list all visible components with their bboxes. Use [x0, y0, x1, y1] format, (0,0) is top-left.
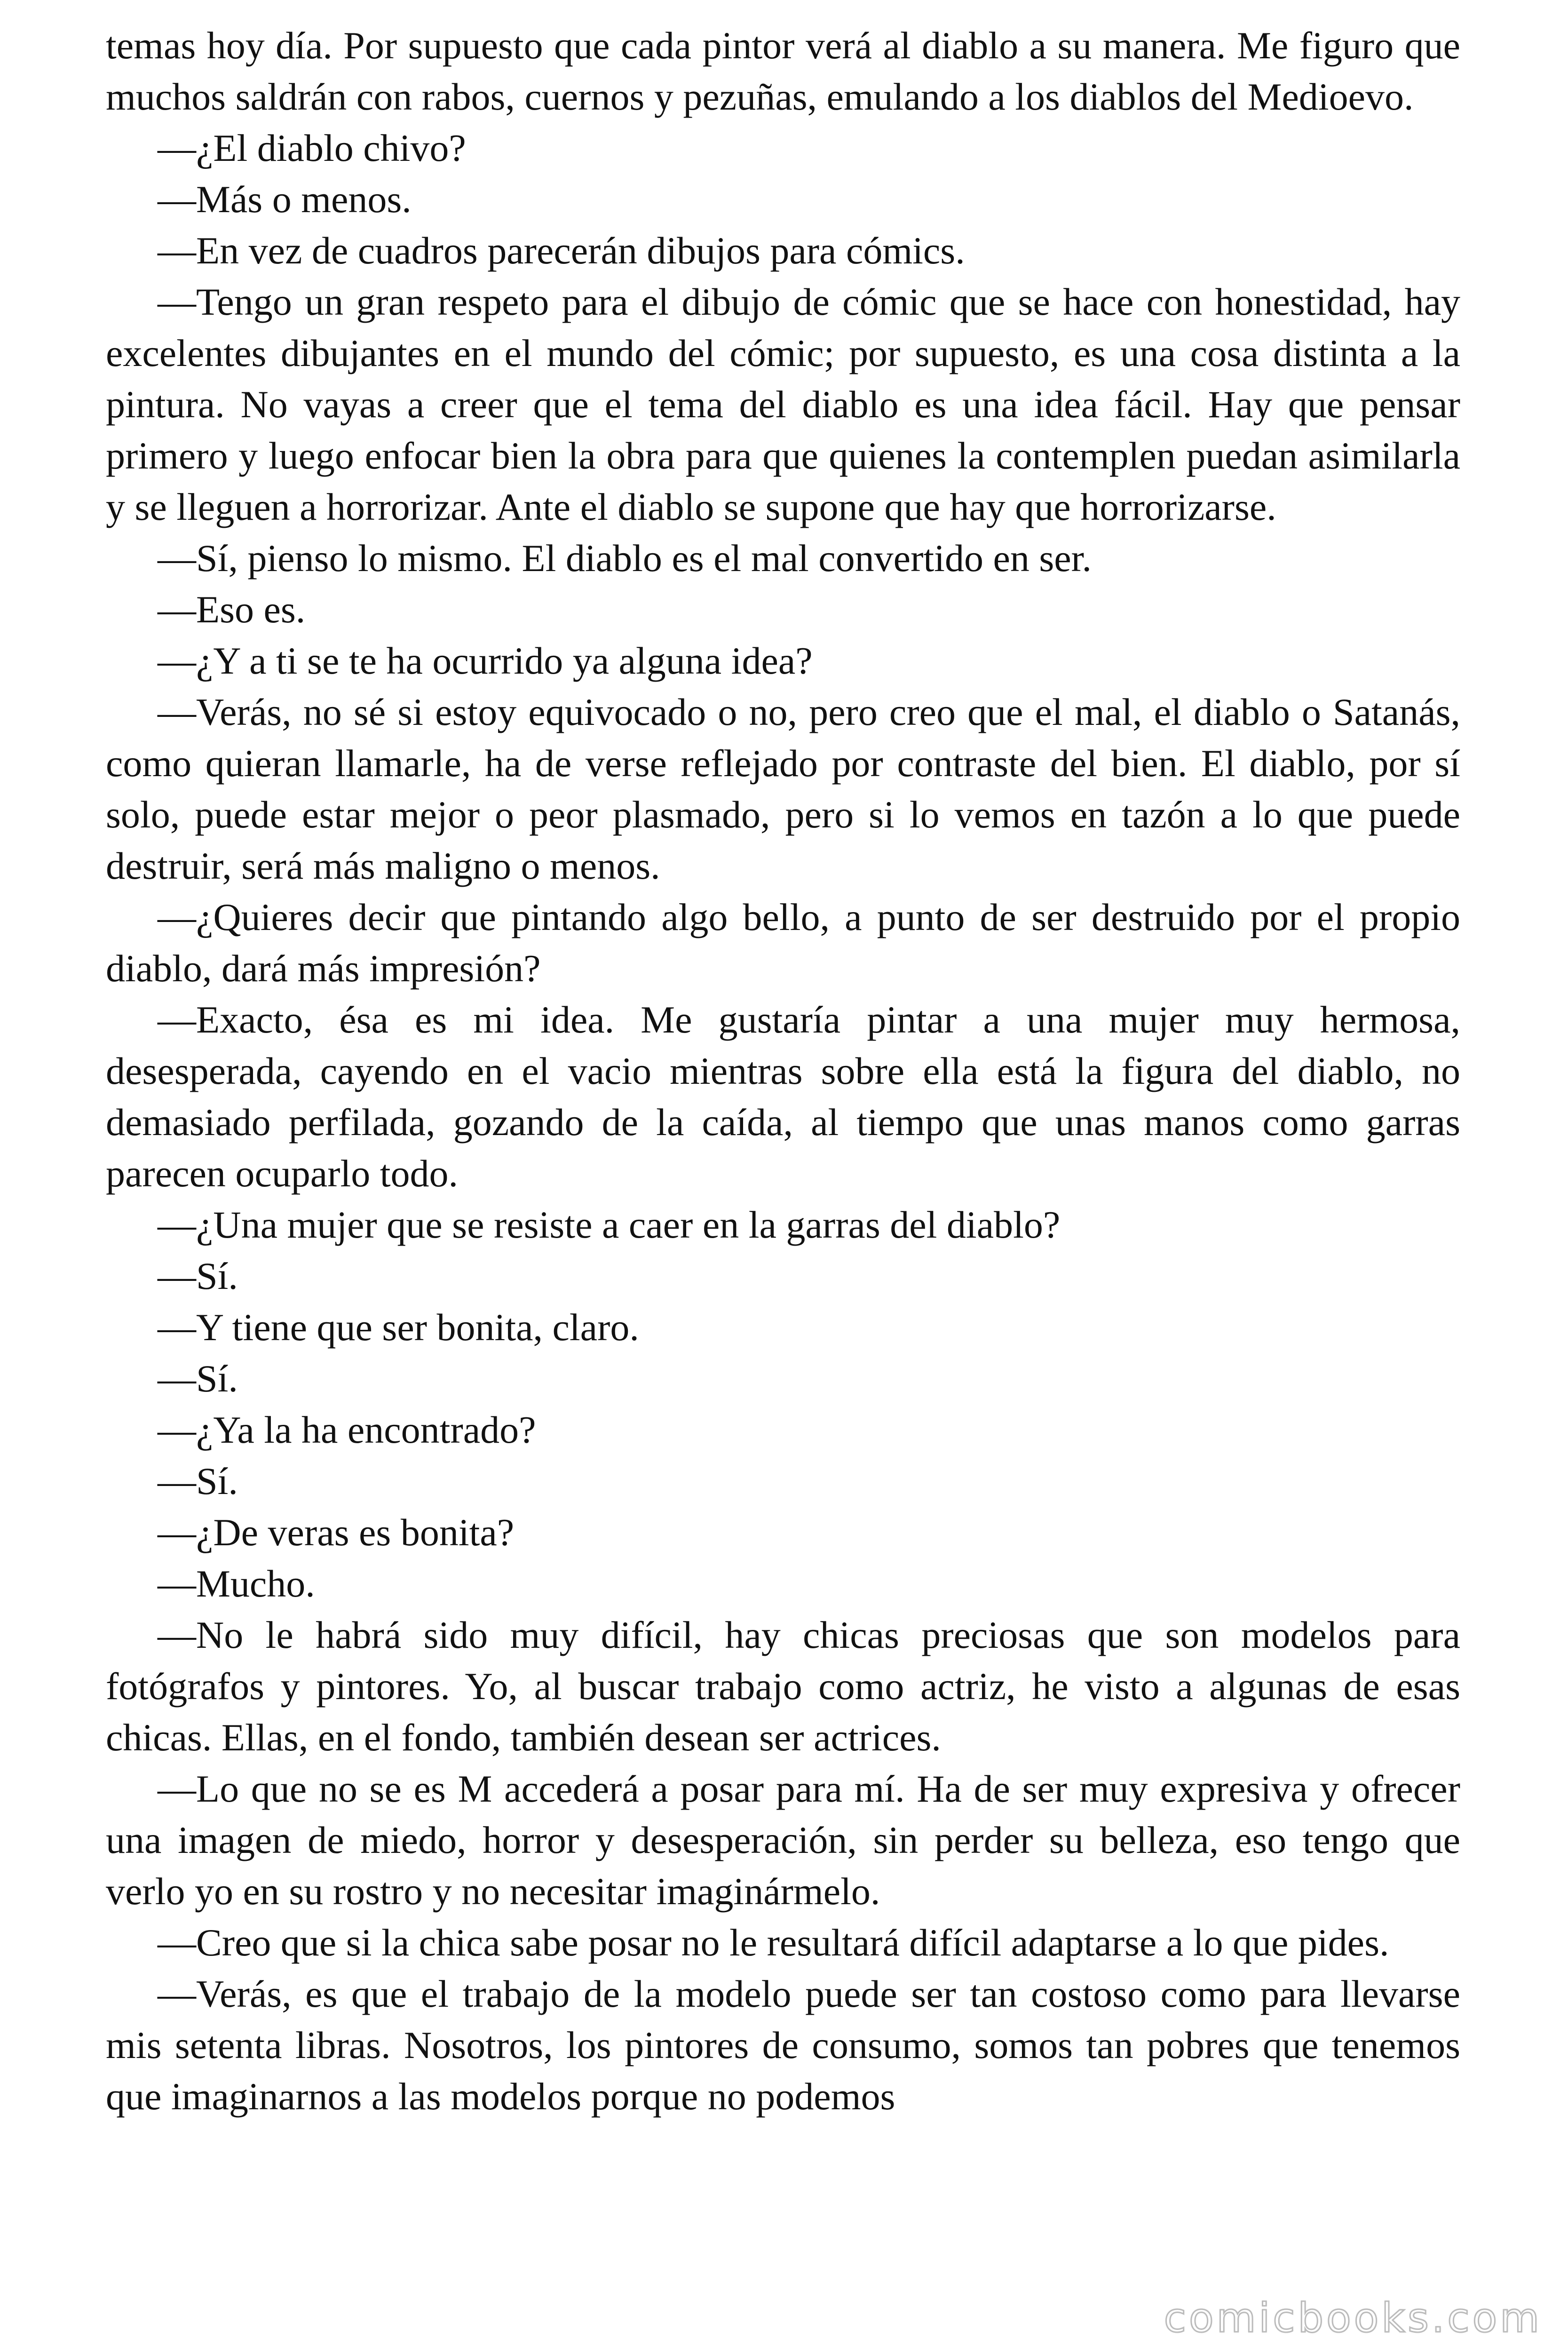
paragraph-4: —En vez de cuadros parecerán dibujos para cómics. — [158, 229, 965, 272]
paragraph-21: —Lo que no se es M accederá a posar para mí. Ha de ser muy expresiva y ofrecer una imagen de miedo, horror y desesperación, sin perder su belleza, eso tengo que verlo yo en su rostro y no necesitar imaginármelo. — [106, 1767, 1460, 1913]
paragraph-9: —Verás, no sé si estoy equivocado o no, pero creo que el mal, el diablo o Satanás, como quieran llamarle, ha de verse reflejado por contraste del bien. El diablo, por sí solo, puede estar mejor o peor plasmado, pero si lo vemos en tazón a lo que puede destruir, será más maligno o menos. — [106, 691, 1460, 887]
paragraph-16: —¿Ya la ha encontrado? — [158, 1408, 536, 1451]
paragraph-8: —¿Y a ti se te ha ocurrido ya alguna idea? — [158, 639, 813, 682]
paragraph-14: —Y tiene que ser bonita, claro. — [158, 1306, 639, 1349]
paragraph-20: —No le habrá sido muy difícil, hay chicas preciosas que son modelos para fotógrafos y pintores. Yo, al buscar trabajo como actriz, he visto a algunas de esas chicas. Ellas, en el fondo, también desean ser actrices. — [106, 1613, 1460, 1759]
paragraph-1: temas hoy día. Por supuesto que cada pintor verá al diablo a su manera. Me figuro que muchos saldrán con rabos, cuernos y pezuñas, emulando a los diablos del Medioevo. — [106, 24, 1460, 118]
paragraph-10: —¿Quieres decir que pintando algo bello, a punto de ser destruido por el propio diablo, dará más impresión? — [106, 896, 1460, 990]
paragraph-7: —Eso es. — [158, 588, 306, 631]
paragraph-23: —Verás, es que el trabajo de la modelo puede ser tan costoso como para llevarse mis setenta libras. Nosotros, los pintores de consumo, somos tan pobres que tenemos que imaginarnos a las modelos porque no podemos — [106, 1972, 1460, 2118]
paragraph-22: —Creo que si la chica sabe posar no le resultará difícil adaptarse a lo que pides. — [158, 1921, 1389, 1964]
watermark-logo: comicbooks.com — [1164, 2295, 1542, 2342]
paragraph-19: —Mucho. — [158, 1562, 315, 1605]
book-page-text — [106, 20, 1460, 2122]
paragraph-5: —Tengo un gran respeto para el dibujo de cómic que se hace con honestidad, hay excelentes dibujantes en el mundo del cómic; por supuesto, es una cosa distinta a la pintura. No vayas a creer que el tema del diablo es una idea fácil. Hay que pensar primero y luego enfocar bien la obra para que quienes la contemplen puedan asimilarla y se lleguen a horrorizar. Ante el diablo se supone que hay que horrorizarse. — [106, 280, 1460, 528]
paragraph-12: —¿Una mujer que se resiste a caer en la garras del diablo? — [158, 1203, 1061, 1246]
paragraph-17: —Sí. — [158, 1460, 238, 1502]
paragraph-18: —¿De veras es bonita? — [158, 1511, 515, 1554]
paragraph-15: —Sí. — [158, 1357, 238, 1400]
paragraph-2: —¿El diablo chivo? — [158, 127, 466, 169]
paragraph-13: —Sí. — [158, 1255, 238, 1297]
paragraph-3: —Más o menos. — [158, 178, 412, 221]
paragraph-6: —Sí, pienso lo mismo. El diablo es el mal convertido en ser. — [158, 537, 1092, 580]
paragraph-11: —Exacto, ésa es mi idea. Me gustaría pintar a una mujer muy hermosa, desesperada, cayendo en el vacio mientras sobre ella está la figura del diablo, no demasiado perfilada, gozando de la caída, al tiempo que unas manos como garras parecen ocuparlo todo. — [106, 998, 1460, 1195]
